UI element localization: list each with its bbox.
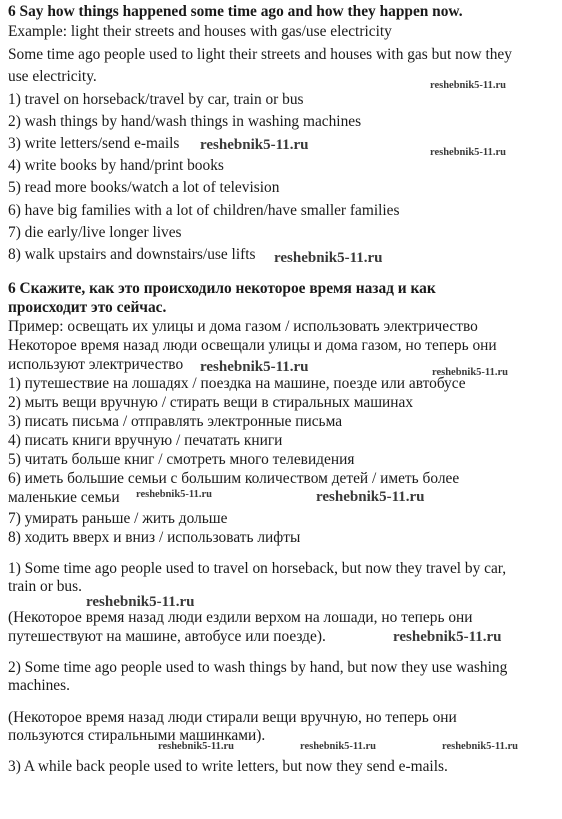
example-answer-line-1: Some time ago people used to light their streets and houses with gas but now they xyxy=(8,46,512,63)
watermark-text: reshebnik5-11.ru xyxy=(158,741,234,752)
list-item: 1) путешествие на лошадях / поездка на машине, поезде или автобусе xyxy=(8,375,466,392)
answer-1-line-1: 1) Some time ago people used to travel on horseback, but now they travel by car, xyxy=(8,560,507,577)
watermark-text: reshebnik5-11.ru xyxy=(316,489,425,505)
list-item: 8) walk upstairs and downstairs/use lifts xyxy=(8,246,256,263)
list-item: 6) иметь большие семьи с большим количеством детей / иметь более xyxy=(8,470,460,487)
exercise-heading-ru-line-1: 6 Скажите, как это происходило некоторое время назад и как xyxy=(8,280,436,297)
watermark-text: reshebnik5-11.ru xyxy=(200,137,309,153)
list-item: 4) write books by hand/print books xyxy=(8,157,224,174)
answer-1-line-2: train or bus. xyxy=(8,578,82,595)
list-item: 7) die early/live longer lives xyxy=(8,224,182,241)
list-item: 3) писать письма / отправлять электронные письма xyxy=(8,413,343,430)
answer-2-translation-line-2: пользуются стиральными машинками). xyxy=(8,727,266,744)
list-item: 4) писать книги вручную / печатать книги xyxy=(8,432,283,449)
list-item-continuation: маленькие семьи xyxy=(8,489,120,506)
list-item: 2) мыть вещи вручную / стирать вещи в стиральных машинах xyxy=(8,394,414,411)
list-item: 7) умирать раньше / жить дольше xyxy=(8,510,228,527)
watermark-text: reshebnik5-11.ru xyxy=(86,594,195,610)
watermark-text: reshebnik5-11.ru xyxy=(300,741,376,752)
watermark-text: reshebnik5-11.ru xyxy=(442,741,518,752)
watermark-text: reshebnik5-11.ru xyxy=(274,250,383,266)
list-item: 3) write letters/send e-mails xyxy=(8,135,180,152)
answer-1-translation-line-1: (Некоторое время назад люди ездили верхом на лошади, но теперь они xyxy=(8,609,473,626)
list-item: 2) wash things by hand/wash things in washing machines xyxy=(8,113,362,130)
answer-2-translation-line-1: (Некоторое время назад люди стирали вещи вручную, но теперь они xyxy=(8,709,457,726)
example-answer-line-2: use electricity. xyxy=(8,68,97,85)
list-item: 8) ходить вверх и вниз / использовать лифты xyxy=(8,529,301,546)
list-item: 6) have big families with a lot of children/have smaller families xyxy=(8,202,400,219)
watermark-text: reshebnik5-11.ru xyxy=(200,359,309,375)
watermark-text: reshebnik5-11.ru xyxy=(430,80,506,91)
list-item: 5) read more books/watch a lot of television xyxy=(8,179,280,196)
answer-3-line-1: 3) A while back people used to write letters, but now they send e-mails. xyxy=(8,758,448,775)
answer-1-translation-line-2: путешествуют на машине, автобусе или поезде). xyxy=(8,628,326,645)
answer-2-line-2: machines. xyxy=(8,677,70,694)
list-item: 5) читать больше книг / смотреть много телевидения xyxy=(8,451,355,468)
example-answer-ru-line-1: Некоторое время назад люди освещали улицы и дома газом, но теперь они xyxy=(8,337,497,354)
watermark-text: reshebnik5-11.ru xyxy=(432,367,508,378)
answer-2-line-1: 2) Some time ago people used to wash things by hand, but now they use washing xyxy=(8,659,508,676)
exercise-heading-en: 6 Say how things happened some time ago and how they happen now. xyxy=(8,3,463,20)
watermark-text: reshebnik5-11.ru xyxy=(393,629,502,645)
watermark-text: reshebnik5-11.ru xyxy=(136,489,212,500)
example-ru: Пример: освещать их улицы и дома газом / использовать электричество xyxy=(8,318,478,335)
list-item: 1) travel on horseback/travel by car, train or bus xyxy=(8,91,304,108)
watermark-text: reshebnik5-11.ru xyxy=(430,147,506,158)
exercise-heading-ru-line-2: происходит это сейчас. xyxy=(8,299,167,316)
example-answer-ru-line-2: используют электричество xyxy=(8,356,184,373)
example-en: Example: light their streets and houses with gas/use electricity xyxy=(8,23,392,40)
